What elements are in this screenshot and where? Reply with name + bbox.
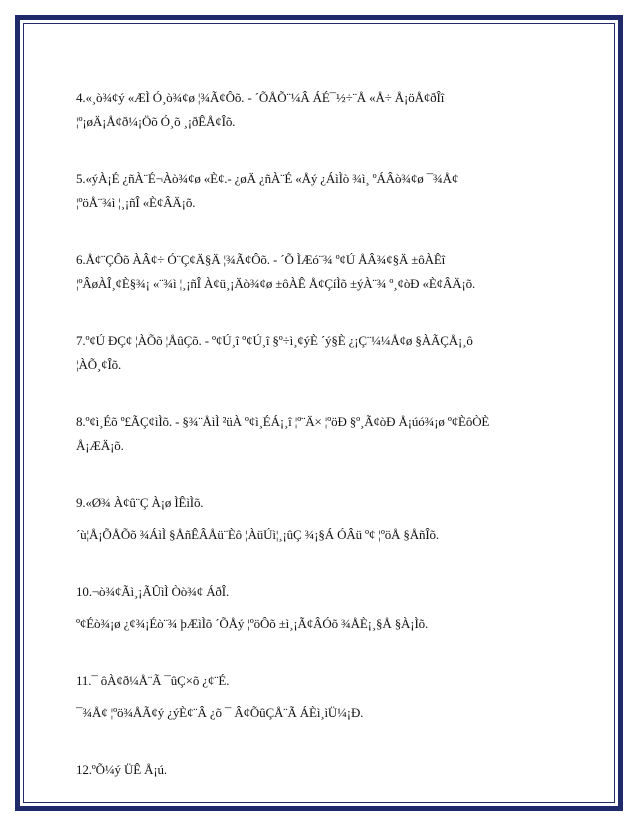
proverb-line: ¯¾Å¢ ¦ºö¾ÅÃ¢ý ¿ýÈ¢¨Â ¿õ ¯ Â¢ÕûÇÅ¨Ã ÁÈì¸ìÜ¼¡Ð. [76,705,364,720]
proverb-line: 6.Å¢¨ÇÔõ ÀÂ¢÷ Ó¨Ç¢Ä§Ä ¦¾Ã¢Ôõ. - ´Õ ÌÆó¨¾ º¢Ú ÅÂ¾¢§Ä ±ôÀÊî [76,252,446,267]
proverb-line: 10.¬ò¾¢Ãì¸¡ÃÛìÌ Òò¾¢ ÁðÎ. [76,584,230,599]
proverb-item-7 [76,329,556,377]
proverb-line: 9.«Ø¾ À¢û¨Ç À¡ø ÌÊìÌõ. [76,495,204,510]
proverb-list [76,86,556,782]
proverb-line: 12.ºÕ¼ý ÜÊ Å¡ú. [76,762,167,777]
proverb-line: 4.«¸ò¾¢ý «ÆÌ Ó¸ò¾¢ø ¦¾Ã¢Ôõ. - ´ÕÅÕ¨¼Â ÁÉ¯½÷¨Å «Å÷ Å¡öÅ¢ðÎî [76,90,445,105]
proverb-item-5 [76,167,556,215]
proverb-item-8 [76,410,556,458]
proverb-item-10 [76,580,556,636]
proverb-line: Å¡ÆÄ¡õ. [76,438,124,453]
proverb-line: ¦ºÂøÀÎ¸¢È§¾¡ «¨¾ì ¦¸¡ñÎ À¢ü¸¡Äò¾¢ø ±ôÀÊ Å¢ÇíÌõ ±ýÀ¨¾ º¸¢òÐ «È¢ÂÄ¡õ. [76,276,476,291]
proverb-line: 11.¯ ôÀ¢ð¼Å¨Ã ¯ûÇ×õ ¿¢¨É. [76,673,230,688]
proverb-item-9 [76,491,556,547]
proverb-item-12 [76,758,556,782]
proverb-line: 5.«ýÀ¡É ¿ñÀ¨É¬Àò¾¢ø «È¢.- ¿øÄ ¿ñÀ¨É «Åý ¿ÁìÌò ¾ì¸ ºÁÂò¾¢ø ¯¾Å¢ [76,171,459,186]
proverb-line: 8.º¢ì¸Éõ º£ÃÇ¢ìÌõ. - §¾¨ÅìÌ ²üÀ º¢ì¸ÉÁ¡¸î ¦º¨Ä× ¦ºöÐ §º¸Ã¢òÐ Å¡úó¾¡ø º¢ÈôÒÈ [76,414,490,429]
proverb-item-6 [76,248,556,296]
proverb-line: º¢Éò¾¡ø ¿¢¾¡Éò¨¾ þÆìÌõ ´ÕÅý ¦ºöÔõ ±ì¸¡Ã¢ÂÓõ ¾ÅÈ¡¸§Å §À¡Ìõ. [76,616,429,631]
proverb-item-4 [76,86,556,134]
proverb-line: ´ù¦Å¡ÕÅÕõ ¾ÁìÌ §ÅñÊÂÅü¨Èô ¦ÀüÚì¦¸¡ûÇ ¾¡§Á ÓÂü º¢ ¦ºöÅ §ÅñÎõ. [76,527,439,542]
proverb-line: ¦º¡øÄ¡Å¢ð¼¡Öõ Ó¸õ ¸¡ðÊÅ¢Îõ. [76,114,236,129]
proverb-line: ¦ÀÕ¸¢Îõ. [76,357,122,372]
proverb-item-11 [76,669,556,725]
proverb-line: 7.º¢Ú ÐÇ¢ ¦ÀÕõ ¦ÅûÇõ. - º¢Ú¸î º¢Ú¸î §º÷ì¸¢ýÈ ´ý§È ¿¡Ç¨¼¼Å¢ø §ÀÃÇÅ¡¸ô [76,333,473,348]
proverb-line: ¦ºöÅ¨¾ì ¦¸¡ñÎ «È¢ÂÄ¡õ. [76,195,196,210]
